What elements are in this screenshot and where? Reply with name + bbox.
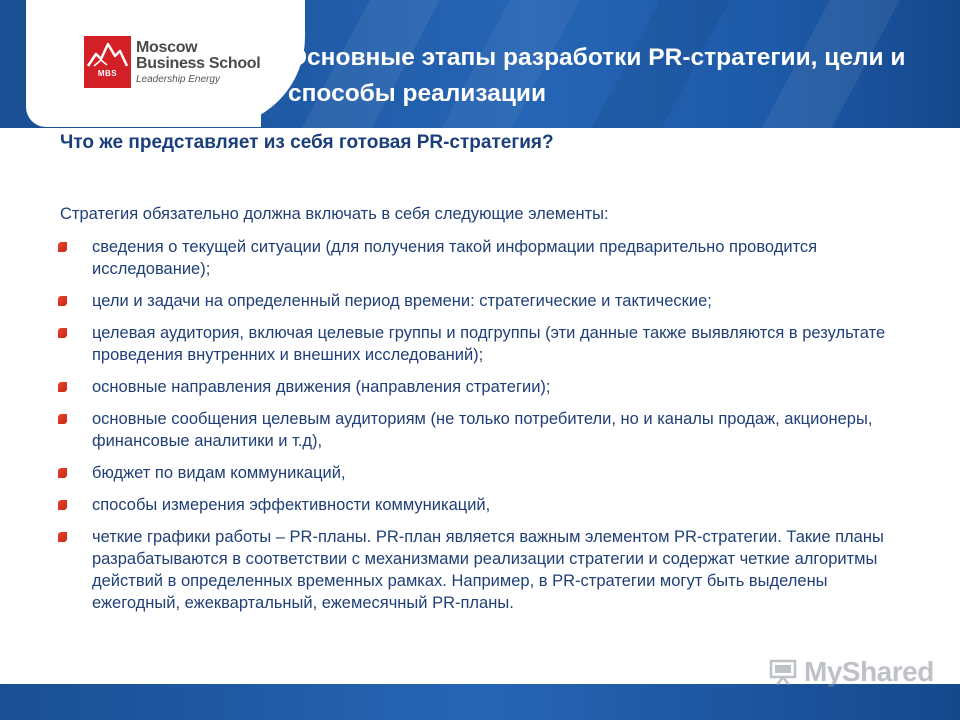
logo-card bbox=[26, 0, 261, 127]
bullet-marker-icon bbox=[58, 468, 67, 478]
slide-title: Основные этапы разработки PR-стратегии, цели и способы реализации bbox=[288, 44, 906, 107]
brand-name-line2: Business School bbox=[136, 55, 261, 72]
slide-subtitle: Что же представляет из себя готовая PR-стратегия? bbox=[60, 132, 554, 153]
bullet-item bbox=[92, 526, 912, 614]
bullet-item bbox=[92, 462, 912, 484]
bullet-marker-icon bbox=[58, 242, 67, 252]
bullet-marker-icon bbox=[58, 328, 67, 338]
bullet-text: цели и задачи на определенный период времени: стратегические и тактические; bbox=[92, 292, 712, 310]
bullet-text: основные направления движения (направления стратегии); bbox=[92, 378, 551, 396]
bullet-item bbox=[92, 236, 912, 280]
intro-text: Стратегия обязательно должна включать в себя следующие элементы: bbox=[60, 205, 609, 223]
header-banner bbox=[0, 0, 960, 128]
logo-wordmark bbox=[136, 40, 260, 85]
bullet-item bbox=[92, 408, 912, 452]
bullet-marker-icon bbox=[58, 500, 67, 510]
bullet-marker-icon bbox=[58, 532, 67, 542]
presentation-board-icon bbox=[768, 657, 798, 687]
bullet-text: целевая аудитория, включая целевые группы и подгруппы (эти данные также выявляются в результате проведения внутренних и внешних исследований); bbox=[92, 324, 886, 364]
watermark-text: MyShared bbox=[804, 656, 934, 687]
brand-tagline: Leadership Energy bbox=[136, 74, 220, 85]
bullet-item bbox=[92, 290, 912, 312]
brand-name-line1: Moscow bbox=[136, 39, 198, 56]
logo-mark-label: MBS bbox=[97, 69, 118, 78]
mbs-logo-mark bbox=[84, 36, 131, 88]
bullet-list bbox=[92, 236, 912, 624]
bullet-text: четкие графики работы – PR-планы. PR-план является важным элементом PR-стратегии. Такие планы разрабатываются в соответствии с механизмами реализации стратегии и содержат четкие алгоритмы действий в определенных временных рамках. Например, в PR-стратегии могут быть выделены ежегодный, ежеквартальный, ежемесячный PR-планы. bbox=[92, 528, 884, 612]
bullet-item bbox=[92, 494, 912, 516]
bullet-item bbox=[92, 376, 912, 398]
bullet-text: сведения о текущей ситуации (для получения такой информации предварительно проводится исследование); bbox=[92, 238, 818, 278]
bullet-item bbox=[92, 322, 912, 366]
bullet-text: основные сообщения целевым аудиториям (не только потребители, но и каналы продаж, акционеры, финансовые аналитики и т.д), bbox=[92, 410, 873, 450]
mountain-peaks-icon bbox=[84, 36, 131, 70]
bullet-marker-icon bbox=[58, 296, 67, 306]
bullet-marker-icon bbox=[58, 382, 67, 392]
bullet-text: бюджет по видам коммуникаций, bbox=[92, 464, 346, 482]
bullet-marker-icon bbox=[58, 414, 67, 424]
bullet-text: способы измерения эффективности коммуникаций, bbox=[92, 496, 491, 514]
watermark bbox=[768, 652, 934, 692]
